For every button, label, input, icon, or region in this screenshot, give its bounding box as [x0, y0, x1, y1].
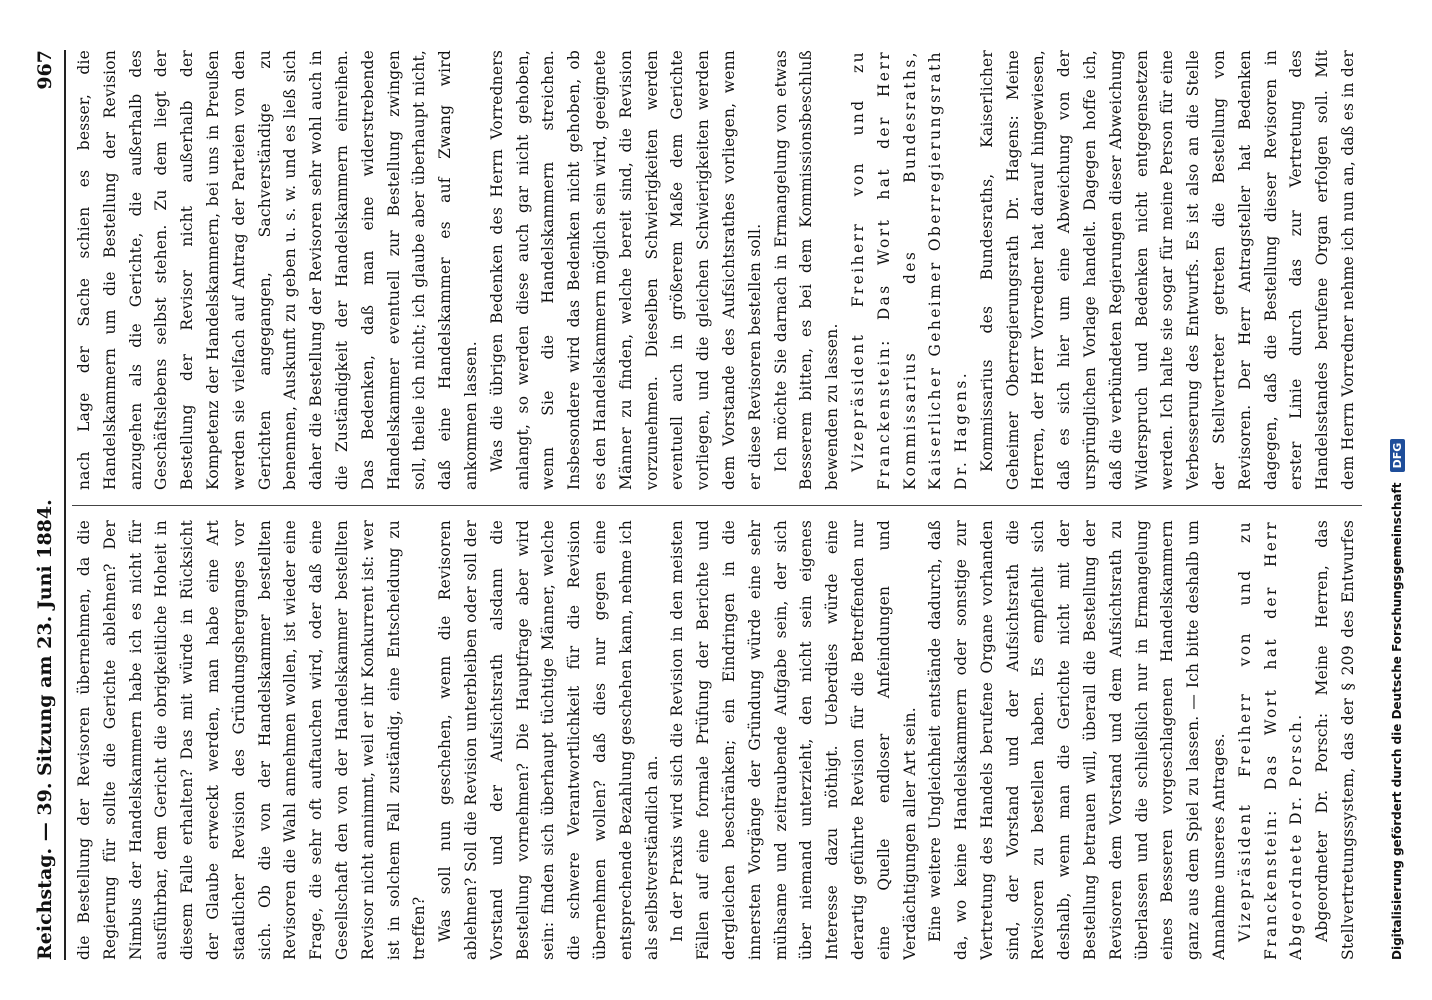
- paragraph: Was die übrigen Bedenken des Herrn Vorredners anlangt, so werden diese auch gar nicht gehoben, wenn Sie die Handelskammern streichen. Insbesondere wird das Bedenken nicht gehoben, ob es den Handelskammern möglich sein wird, geeignete Männer zu finden, welche bereit sind, die Revision vorzunehmen. Dieselben Schwierigkeiten werden eventuell auch in größerem Maße dem Gerichte vorliegen, und die gleichen Schwierigkeiten werden dem Vorstande des Aufsichtsrathes vorliegen, wenn er diese Revisoren bestellen soll.: [487, 50, 764, 490]
- paragraph: Eine weitere Ungleichheit entstände dadurch, daß da, wo keine Handelskammern oder sonstige zur Vertretung des Handels berufene Organe vorhanden sind, der Vorstand und der Aufsichtsrath die Revisoren zu bestellen haben. Es empfiehlt sich deshalb, wenn man die Gerichte nicht mit der Bestellung betrauen will, überall die Bestellung der Revisoren dem Vorstand und dem Aufsichtsrath zu überlassen und die schließlich nur in Ermangelung eines Besseren vorgeschlagenen Handelskammern ganz aus dem Spiel zu lassen. — Ich bitte deshalb um Annahme unseres Antrages.: [926, 520, 1229, 960]
- column-divider: [72, 505, 1362, 506]
- digitization-credit: [1390, 0, 1405, 960]
- paragraph: nach Lage der Sache schien es besser, die Handelskammern um die Bestellung der Revision anzugehen als die Gerichte, die außerhalb des Geschäftslebens selbst stehen. Zu dem liegt der Bestellung der Revisor nicht außerhalb der Kompetenz der Handelskammern, bei uns in Preußen werden sie vielfach auf Antrag der Parteien von den Gerichten angegangen, Sachverständige zu benennen, Auskunft zu geben u. s. w. und es ließ sich daher die Bestellung der Revisoren sehr wohl auch in die Zuständigkeit der Handelskammern einreihen. Das Bedenken, daß man eine widerstrebende Handelskammer eventuell zur Bestellung zwingen soll, theile ich nicht; ich glaube aber überhaupt nicht, daß eine Handelskammer es auf Zwang wird ankommen lassen.: [75, 50, 480, 490]
- left-column: [72, 520, 1362, 960]
- page-number: 967: [34, 50, 56, 90]
- running-head: Reichstag. — 39. Sitzung am 23. Juni 1884.: [34, 499, 56, 960]
- credit-text: Digitalisierung gefördert durch die Deutsche Forschungsgemeinschaft: [1390, 482, 1404, 960]
- paragraph: Ich möchte Sie darnach in Ermangelung von etwas Besserem bitten, es bei dem Kommissionsbeschluß bewenden zu lassen.: [771, 50, 842, 490]
- speaker-announcement: Vizepräsident Freiherr von und zu Franckenstein: Das Wort hat der Herr Abgeordnete Dr. Porsch.: [1235, 520, 1306, 960]
- header-rule: [64, 50, 66, 960]
- paragraph: Kommissarius des Bundesraths, Kaiserlicher Geheimer Oberregierungsrath Dr. Hagens: Meine Herren, der Herr Vorredner hat darauf hingewiesen, daß es sich hier um eine Abweichung von der ursprünglichen Vorlage handelt. Dagegen hoffe ich, daß die verbündeten Regierungen dieser Abweichung Widerspruch und Bedenken nicht entgegensetzen werden. Ich halte sie sogar für meine Person für eine Verbesserung des Entwurfs. Es ist also an die Stelle der Stellvertreter getreten die Bestellung von Revisoren. Der Herr Antragsteller hat Bedenken dagegen, daß die Bestellung dieser Revisoren in erster Linie durch das zur Vertretung des Handelsstandes berufene Organ erfolgen soll. Mit dem Herrn Vorredner nehme ich nun an, daß es in der: [977, 50, 1358, 490]
- dfg-logo: DFG: [1390, 439, 1405, 473]
- paragraph: In der Praxis wird sich die Revision in den meisten Fällen auf eine formale Prüfung der Berichte und dergleichen beschränken; ein Eindringen in die innersten Vorgänge der Gründung würde eine sehr mühsame und zeitraubende Aufgabe sein, der sich über niemand unterzieht, den nicht sein eigenes Interesse dazu nöthigt. Ueberdies würde eine derartig geführte Revision für die Betreffenden nur eine Quelle endloser Anfeindungen und Verdächtigungen aller Art sein.: [668, 520, 919, 960]
- page-header: [28, 50, 62, 960]
- paragraph: Was soll nun geschehen, wenn die Revisoren ablehnen? Soll die Revision unterbleiben oder soll der Vorstand und der Aufsichtsrath alsdann die Bestellung vornehmen? Die Hauptfrage aber wird sein: finden sich überhaupt tüchtige Männer, welche die schwere Verantwortlichkeit für die Revision übernehmen wollen? daß dies nur gegen eine entsprechende Bezahlung geschehen kann, nehme ich als selbstverständlich an.: [436, 520, 661, 960]
- paragraph: Abgeordneter Dr. Porsch: Meine Herren, das Stellvertretungssystem, das der § 209 des Entwurfes: [1313, 520, 1358, 960]
- right-column: [72, 50, 1362, 490]
- speaker-announcement: Vizepräsident Freiherr von und zu Franckenstein: Das Wort hat der Herr Kommissarius des Bundesraths, Kaiserlicher Geheimer Oberregierungsrath Dr. Hagens.: [848, 50, 971, 490]
- paragraph: die Bestellung der Revisoren übernehmen, da die Regierung für sollte die Gerichte ablehnen? Der Nimbus der Handelskammern habe ich es nicht für ausführbar, dem Gericht die obrigkeitliche Hoheit in diesem Falle erhalten? Das mit würde in Rücksicht der Glaube erweckt werden, man habe eine Art staatlicher Revision des Gründungsherganges vor sich. Ob die von der Handelskammer bestellten Revisoren die Wahl annehmen wollen, ist wieder eine Frage, die sehr oft auftauchen wird, oder daß eine Gesellschaft den von der Handelskammer bestellten Revisor nicht annimmt, weil er ihr Konkurrent ist: wer ist in solchem Fall zuständig, eine Entscheidung zu treffen?: [75, 520, 429, 960]
